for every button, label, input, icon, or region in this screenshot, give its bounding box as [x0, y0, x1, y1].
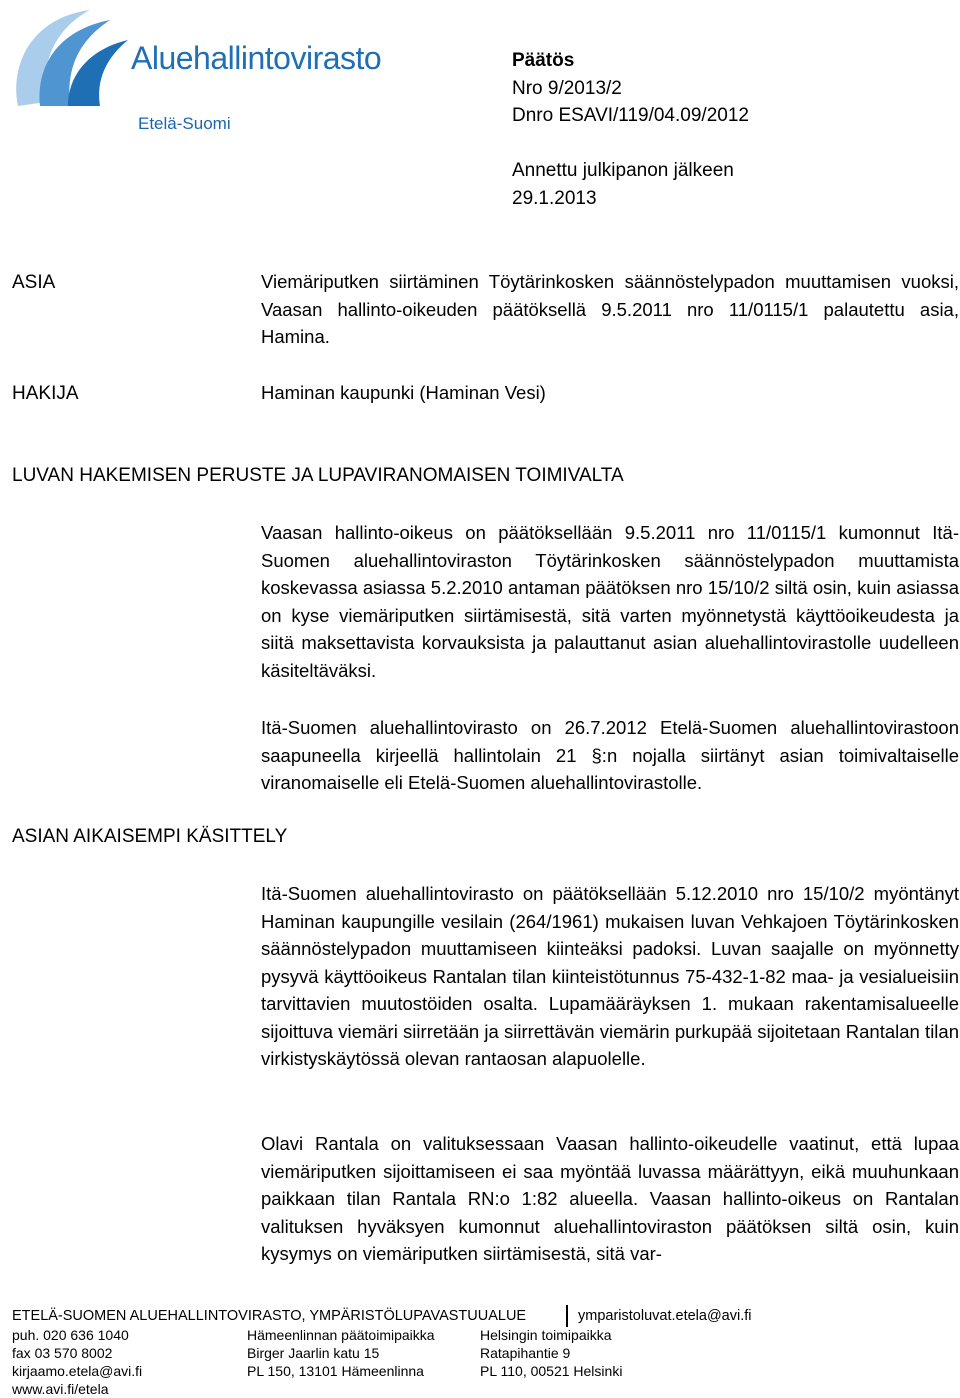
footer-website[interactable]: www.avi.fi/etela	[12, 1381, 109, 1397]
section-heading-luvan: LUVAN HAKEMISEN PERUSTE JA LUPAVIRANOMAISEN TOIMIVALTA	[12, 465, 624, 486]
footer-fax: fax 03 570 8002	[12, 1345, 113, 1361]
aikaisempi-label: ASIAN AIKAISEMPI KÄSITTELY	[12, 826, 288, 847]
region-label: Etelä-Suomi	[138, 114, 231, 133]
footer-postal: PL 110, 00521 Helsinki	[480, 1363, 623, 1379]
footer-registry-email[interactable]: kirjaamo.etela@avi.fi	[12, 1363, 143, 1379]
footer-email[interactable]: ymparistoluvat.etela@avi.fi	[578, 1308, 752, 1324]
record-number: Dnro ESAVI/119/04.09/2012	[512, 105, 749, 126]
footer-phone: puh. 020 636 1040	[12, 1327, 129, 1343]
decision-title: Päätös	[512, 50, 575, 71]
footer-hameenlinna-column	[247, 1326, 435, 1380]
footer-org: ETELÄ-SUOMEN ALUEHALLINTOVIRASTO, YMPÄRISTÖLUPAVASTUUALUE	[12, 1308, 527, 1324]
asia-label: ASIA	[12, 272, 56, 293]
decision-number: Nro 9/2013/2	[512, 78, 622, 99]
footer-contact-column	[12, 1326, 142, 1398]
published-label: Annettu julkipanon jälkeen	[512, 160, 734, 181]
footer-street: Birger Jaarlin katu 15	[247, 1345, 380, 1361]
footer-street: Ratapihantie 9	[480, 1345, 571, 1361]
footer-postal: PL 150, 13101 Hämeenlinna	[247, 1363, 424, 1379]
footer-office-name: Hämeenlinnan päätoimipaikka	[247, 1327, 435, 1343]
aikaisempi-paragraph: Itä-Suomen aluehallintovirasto on päätöksellään 5.12.2010 nro 15/10/2 myöntänyt Haminan kaupungille vesilain (264/1961) mukaisen luvan Vehkajoen Töytärinkosken säännöstelypadon muuttamiseen kiinteäksi padoksi. Luvan saajalle on myönnetty pysyvä käyttöoikeus Rantalan tilan kiinteistötunnus 75-432-1-82 maa- ja vesialueisiin tarvittavien muutostöiden osalta. Lupamääräyksen 1. mukaan rakentamisalueelle sijoittuva viemäri siirretään ja siirrettävän viemärin purkupää sijoitetaan Rantalan tilan virkistyskäytössä olevan rantaosan alapuolelle.	[261, 883, 959, 1069]
footer-office-name: Helsingin toimipaikka	[480, 1327, 612, 1343]
aikaisempi-paragraph: Olavi Rantala on valituksessaan Vaasan hallinto-oikeudelle vaatinut, että lupaa viemäriputken sijoittamiseen ei saa myöntää luvassa määrättyyn, eikä muuhunkaan paikkaan tilan Rantala RN:o 1:82 alueella. Vaasan hallinto-oikeus on Rantalan valituksen hyväksyen kumonnut aluehallintoviraston päätöksen siltä osin, kuin kysymys on viemäriputken siirtämisestä, sitä var-	[261, 1133, 959, 1264]
hakija-text: Haminan kaupunki (Haminan Vesi)	[261, 382, 546, 403]
published-date: 29.1.2013	[512, 188, 597, 209]
footer-helsinki-column	[480, 1326, 622, 1380]
logo-swirl-icon	[10, 6, 130, 110]
hakija-label: HAKIJA	[12, 383, 79, 404]
asia-text: Viemäriputken siirtäminen Töytärinkosken säännöstelypadon muuttamisen vuoksi, Vaasan hallinto-oikeuden päätöksellä 9.5.2011 nro 11/0115/1 palautettu asia, Hamina.	[261, 271, 959, 347]
logo-text: Aluehallintovirasto	[131, 40, 382, 76]
luvan-paragraph: Itä-Suomen aluehallintovirasto on 26.7.2012 Etelä-Suomen aluehallintovirastoon saapuneella kirjeellä hallintolain 21 §:n nojalla siirtänyt asian toimivaltaiselle viranomaiselle eli Etelä-Suomen aluehallintovirastolle.	[261, 717, 959, 793]
footer-divider	[566, 1305, 568, 1327]
luvan-paragraph: Vaasan hallinto-oikeus on päätöksellään 9.5.2011 nro 11/0115/1 kumonnut Itä-Suomen aluehallintoviraston Töytärinkosken säännöstelypadon muuttamista koskevassa asiassa 5.2.2010 antaman päätöksen nro 15/10/2 siltä osin, kuin asiassa on kyse viemäriputken siirtämisestä, sitä varten myönnetystä käyttöoikeudesta ja siitä maksettavista korvauksista ja palauttanut asian aluehallintovirastolle uudelleen käsiteltäväksi.	[261, 522, 959, 681]
